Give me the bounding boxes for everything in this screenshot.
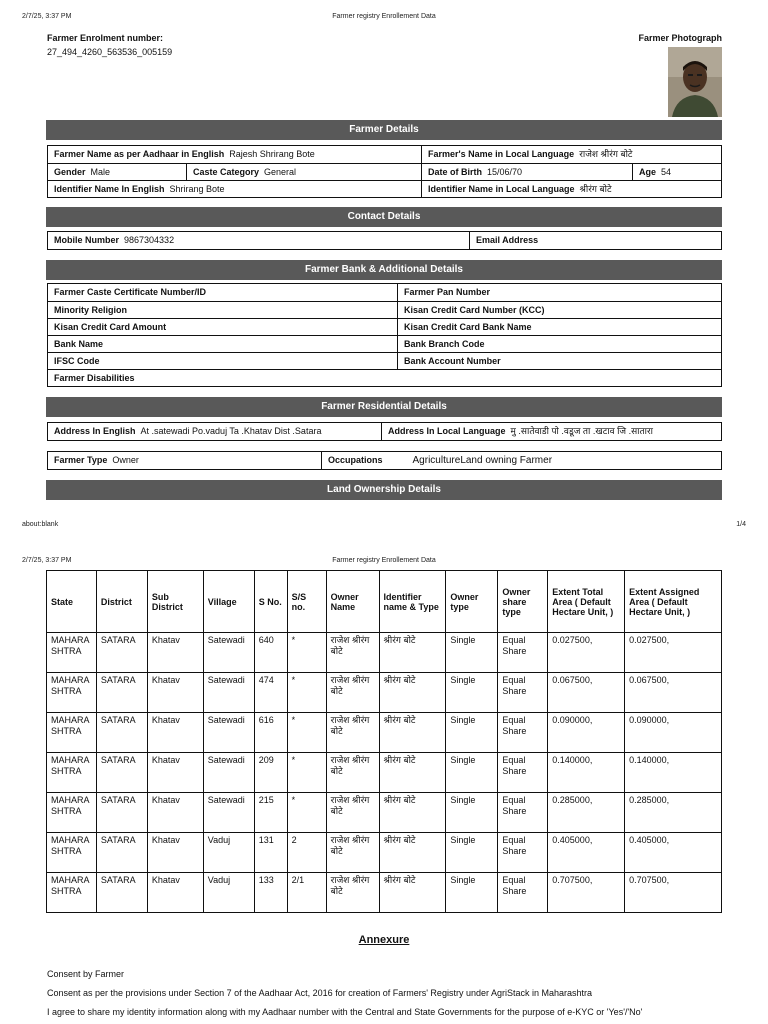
table-cell: 0.405000, (625, 833, 722, 873)
table-cell: MAHARASHTRA (47, 793, 97, 833)
table-cell: राजेश श्रीरंग बोटे (326, 633, 379, 673)
identifier-name-en: Identifier Name In English Shrirang Bote (54, 184, 225, 194)
table-cell: Khatav (147, 833, 203, 873)
table-cell: Equal Share (498, 753, 548, 793)
enrolment-number: 27_494_4260_563536_005159 (47, 47, 173, 57)
consent-text: I agree to share my identity information along with my Aadhaar number with the Central and State Governments for the purpose of e-KYC or 'Yes'/'No' (47, 1007, 643, 1017)
table-row (47, 713, 722, 753)
email-address: Email Address (469, 232, 721, 249)
farmer-details-header: Farmer Details (46, 120, 722, 140)
table-cell: 0.140000, (625, 753, 722, 793)
table-cell: MAHARASHTRA (47, 833, 97, 873)
table-cell: राजेश श्रीरंग बोटे (326, 873, 379, 913)
pan-number: Farmer Pan Number (397, 284, 721, 301)
enrolment-block (47, 33, 172, 57)
residential-details-box (47, 422, 722, 441)
print-header-page2 (22, 557, 746, 567)
table-cell: Single (446, 673, 498, 713)
table-cell: Equal Share (498, 793, 548, 833)
table-cell: MAHARASHTRA (47, 753, 97, 793)
table-cell: 0.067500, (548, 673, 625, 713)
table-cell: श्रीरंग बोटे (379, 833, 446, 873)
table-row (47, 633, 722, 673)
bank-details-header: Farmer Bank & Additional Details (46, 260, 722, 280)
table-cell: 2/1 (287, 873, 326, 913)
table-row (47, 833, 722, 873)
farmer-disabilities: Farmer Disabilities (54, 373, 135, 383)
table-cell: 0.707500, (625, 873, 722, 913)
table-cell: Khatav (147, 673, 203, 713)
table-cell: 0.090000, (548, 713, 625, 753)
table-cell: Single (446, 873, 498, 913)
table-cell: Single (446, 793, 498, 833)
occupations: Occupations AgricultureLand owning Farmer (321, 452, 721, 469)
photo-block (622, 33, 722, 43)
table-cell: SATARA (96, 633, 147, 673)
table-cell: MAHARASHTRA (47, 633, 97, 673)
caste-category: Caste Category General (186, 164, 421, 180)
land-table-header (47, 571, 722, 633)
residential-details-header: Farmer Residential Details (46, 397, 722, 417)
table-cell: * (287, 753, 326, 793)
table-cell: Vaduj (203, 833, 254, 873)
table-row (47, 673, 722, 713)
table-cell: राजेश श्रीरंग बोटे (326, 753, 379, 793)
col-district: District (96, 571, 147, 633)
land-ownership-table (46, 570, 722, 913)
col-identifier: Identifier name & Type (379, 571, 446, 633)
gender: Gender Male (54, 167, 111, 177)
table-cell: Satewadi (203, 713, 254, 753)
table-cell: श्रीरंग बोटे (379, 753, 446, 793)
table-cell: 474 (254, 673, 287, 713)
table-cell: * (287, 633, 326, 673)
table-cell: Khatav (147, 713, 203, 753)
col-state: State (47, 571, 97, 633)
caste-certificate: Farmer Caste Certificate Number/ID (54, 287, 207, 297)
table-cell: Satewadi (203, 793, 254, 833)
consent-by: Consent by Farmer (47, 969, 125, 979)
table-cell: MAHARASHTRA (47, 713, 97, 753)
table-cell: Khatav (147, 873, 203, 913)
col-owner-type: Owner type (446, 571, 498, 633)
ifsc-code: IFSC Code (54, 356, 100, 366)
table-cell: 0.285000, (625, 793, 722, 833)
col-village: Village (203, 571, 254, 633)
table-cell: 0.027500, (548, 633, 625, 673)
col-share-type: Owner share type (498, 571, 548, 633)
table-cell: 0.285000, (548, 793, 625, 833)
col-total-area: Extent Total Area ( Default Hectare Unit, ) (548, 571, 625, 633)
table-cell: Equal Share (498, 633, 548, 673)
footer-page: 1/4 (736, 521, 746, 528)
col-ss-no: S/S no. (287, 571, 326, 633)
table-cell: श्रीरंग बोटे (379, 713, 446, 753)
table-cell: SATARA (96, 713, 147, 753)
bank-name: Bank Name (54, 339, 104, 349)
contact-details-header: Contact Details (46, 207, 722, 227)
mobile-number: Mobile Number 9867304332 (54, 235, 175, 245)
table-cell: MAHARASHTRA (47, 873, 97, 913)
print-footer (22, 521, 746, 531)
table-cell: SATARA (96, 673, 147, 713)
table-cell: 616 (254, 713, 287, 753)
kcc-amount: Kisan Credit Card Amount (54, 322, 167, 332)
farmer-photo (668, 47, 722, 117)
table-cell: राजेश श्रीरंग बोटे (326, 713, 379, 753)
table-cell: राजेश श्रीरंग बोटे (326, 793, 379, 833)
enrolment-label: Farmer Enrolment number: (47, 33, 164, 43)
annexure-title: Annexure (358, 934, 410, 946)
table-cell: 133 (254, 873, 287, 913)
print-datetime: 2/7/25, 3:37 PM (22, 13, 72, 20)
col-s-no: S No. (254, 571, 287, 633)
footer-url: about:blank (22, 521, 59, 528)
table-cell: 0.707500, (548, 873, 625, 913)
table-cell: श्रीरंग बोटे (379, 793, 446, 833)
table-cell: Satewadi (203, 753, 254, 793)
age: Age 54 (632, 164, 721, 180)
table-cell: * (287, 793, 326, 833)
table-cell: Khatav (147, 793, 203, 833)
bank-details-box (47, 283, 722, 387)
farmer-type: Farmer Type Owner (54, 455, 139, 465)
contact-details-box (47, 231, 722, 250)
photo-label: Farmer Photograph (638, 33, 722, 43)
table-row (47, 873, 722, 913)
table-cell: 209 (254, 753, 287, 793)
table-cell: Single (446, 833, 498, 873)
farmer-type-box (47, 451, 722, 470)
table-cell: Equal Share (498, 673, 548, 713)
table-cell: श्रीरंग बोटे (379, 633, 446, 673)
table-cell: Vaduj (203, 873, 254, 913)
print-title-page2: Farmer registry Enrollement Data (332, 557, 436, 564)
table-row (47, 793, 722, 833)
kcc-number: Kisan Credit Card Number (KCC) (397, 302, 721, 318)
table-cell: Khatav (147, 753, 203, 793)
bank-branch-code: Bank Branch Code (397, 336, 721, 352)
table-cell: Single (446, 633, 498, 673)
kcc-bank-name: Kisan Credit Card Bank Name (397, 319, 721, 335)
table-cell: Single (446, 713, 498, 753)
date-of-birth: Date of Birth 15/06/70 (421, 164, 632, 180)
col-owner-name: Owner Name (326, 571, 379, 633)
table-cell: 0.067500, (625, 673, 722, 713)
table-cell: * (287, 713, 326, 753)
col-sub-district: Sub District (147, 571, 203, 633)
table-cell: 0.090000, (625, 713, 722, 753)
table-cell: SATARA (96, 753, 147, 793)
table-cell: 0.027500, (625, 633, 722, 673)
table-cell: SATARA (96, 873, 147, 913)
land-ownership-header: Land Ownership Details (46, 480, 722, 500)
table-cell: Satewadi (203, 633, 254, 673)
table-cell: 215 (254, 793, 287, 833)
table-cell: Equal Share (498, 713, 548, 753)
table-cell: राजेश श्रीरंग बोटे (326, 673, 379, 713)
print-datetime-page2: 2/7/25, 3:37 PM (22, 557, 72, 564)
table-cell: * (287, 673, 326, 713)
table-cell: 131 (254, 833, 287, 873)
table-cell: श्रीरंग बोटे (379, 873, 446, 913)
minority-religion: Minority Religion (54, 305, 127, 315)
table-cell: 640 (254, 633, 287, 673)
print-title: Farmer registry Enrollement Data (332, 13, 436, 20)
table-cell: SATARA (96, 793, 147, 833)
table-cell: Satewadi (203, 673, 254, 713)
farmer-name-en: Farmer Name as per Aadhaar in English Rajesh Shrirang Bote (54, 149, 315, 159)
table-row (47, 753, 722, 793)
table-cell: Equal Share (498, 833, 548, 873)
consent-act: Consent as per the provisions under Section 7 of the Aadhaar Act, 2016 for creation of Farmers' Registry under AgriStack in Maharashtra (47, 988, 593, 998)
table-cell: 2 (287, 833, 326, 873)
address-en: Address In English At .satewadi Po.vaduj Ta .Khatav Dist .Satara (54, 426, 322, 436)
farmer-name-local: Farmer's Name in Local Language राजेश श्रीरंग बोटे (421, 146, 721, 163)
table-cell: श्रीरंग बोटे (379, 673, 446, 713)
table-cell: MAHARASHTRA (47, 673, 97, 713)
table-cell: 0.405000, (548, 833, 625, 873)
table-cell: 0.140000, (548, 753, 625, 793)
table-cell: SATARA (96, 833, 147, 873)
identifier-name-local: Identifier Name in Local Language श्रीरंग बोटे (421, 181, 721, 197)
table-cell: Single (446, 753, 498, 793)
table-cell: राजेश श्रीरंग बोटे (326, 833, 379, 873)
table-cell: Khatav (147, 633, 203, 673)
table-cell: Equal Share (498, 873, 548, 913)
bank-account-number: Bank Account Number (397, 353, 721, 369)
col-assigned-area: Extent Assigned Area ( Default Hectare Unit, ) (625, 571, 722, 633)
print-header (22, 13, 746, 23)
address-local: Address In Local Language मु .सातेवाडी पो .वडूज ता .खटाव जि .सातारा (381, 423, 721, 440)
farmer-details-box (47, 145, 722, 198)
